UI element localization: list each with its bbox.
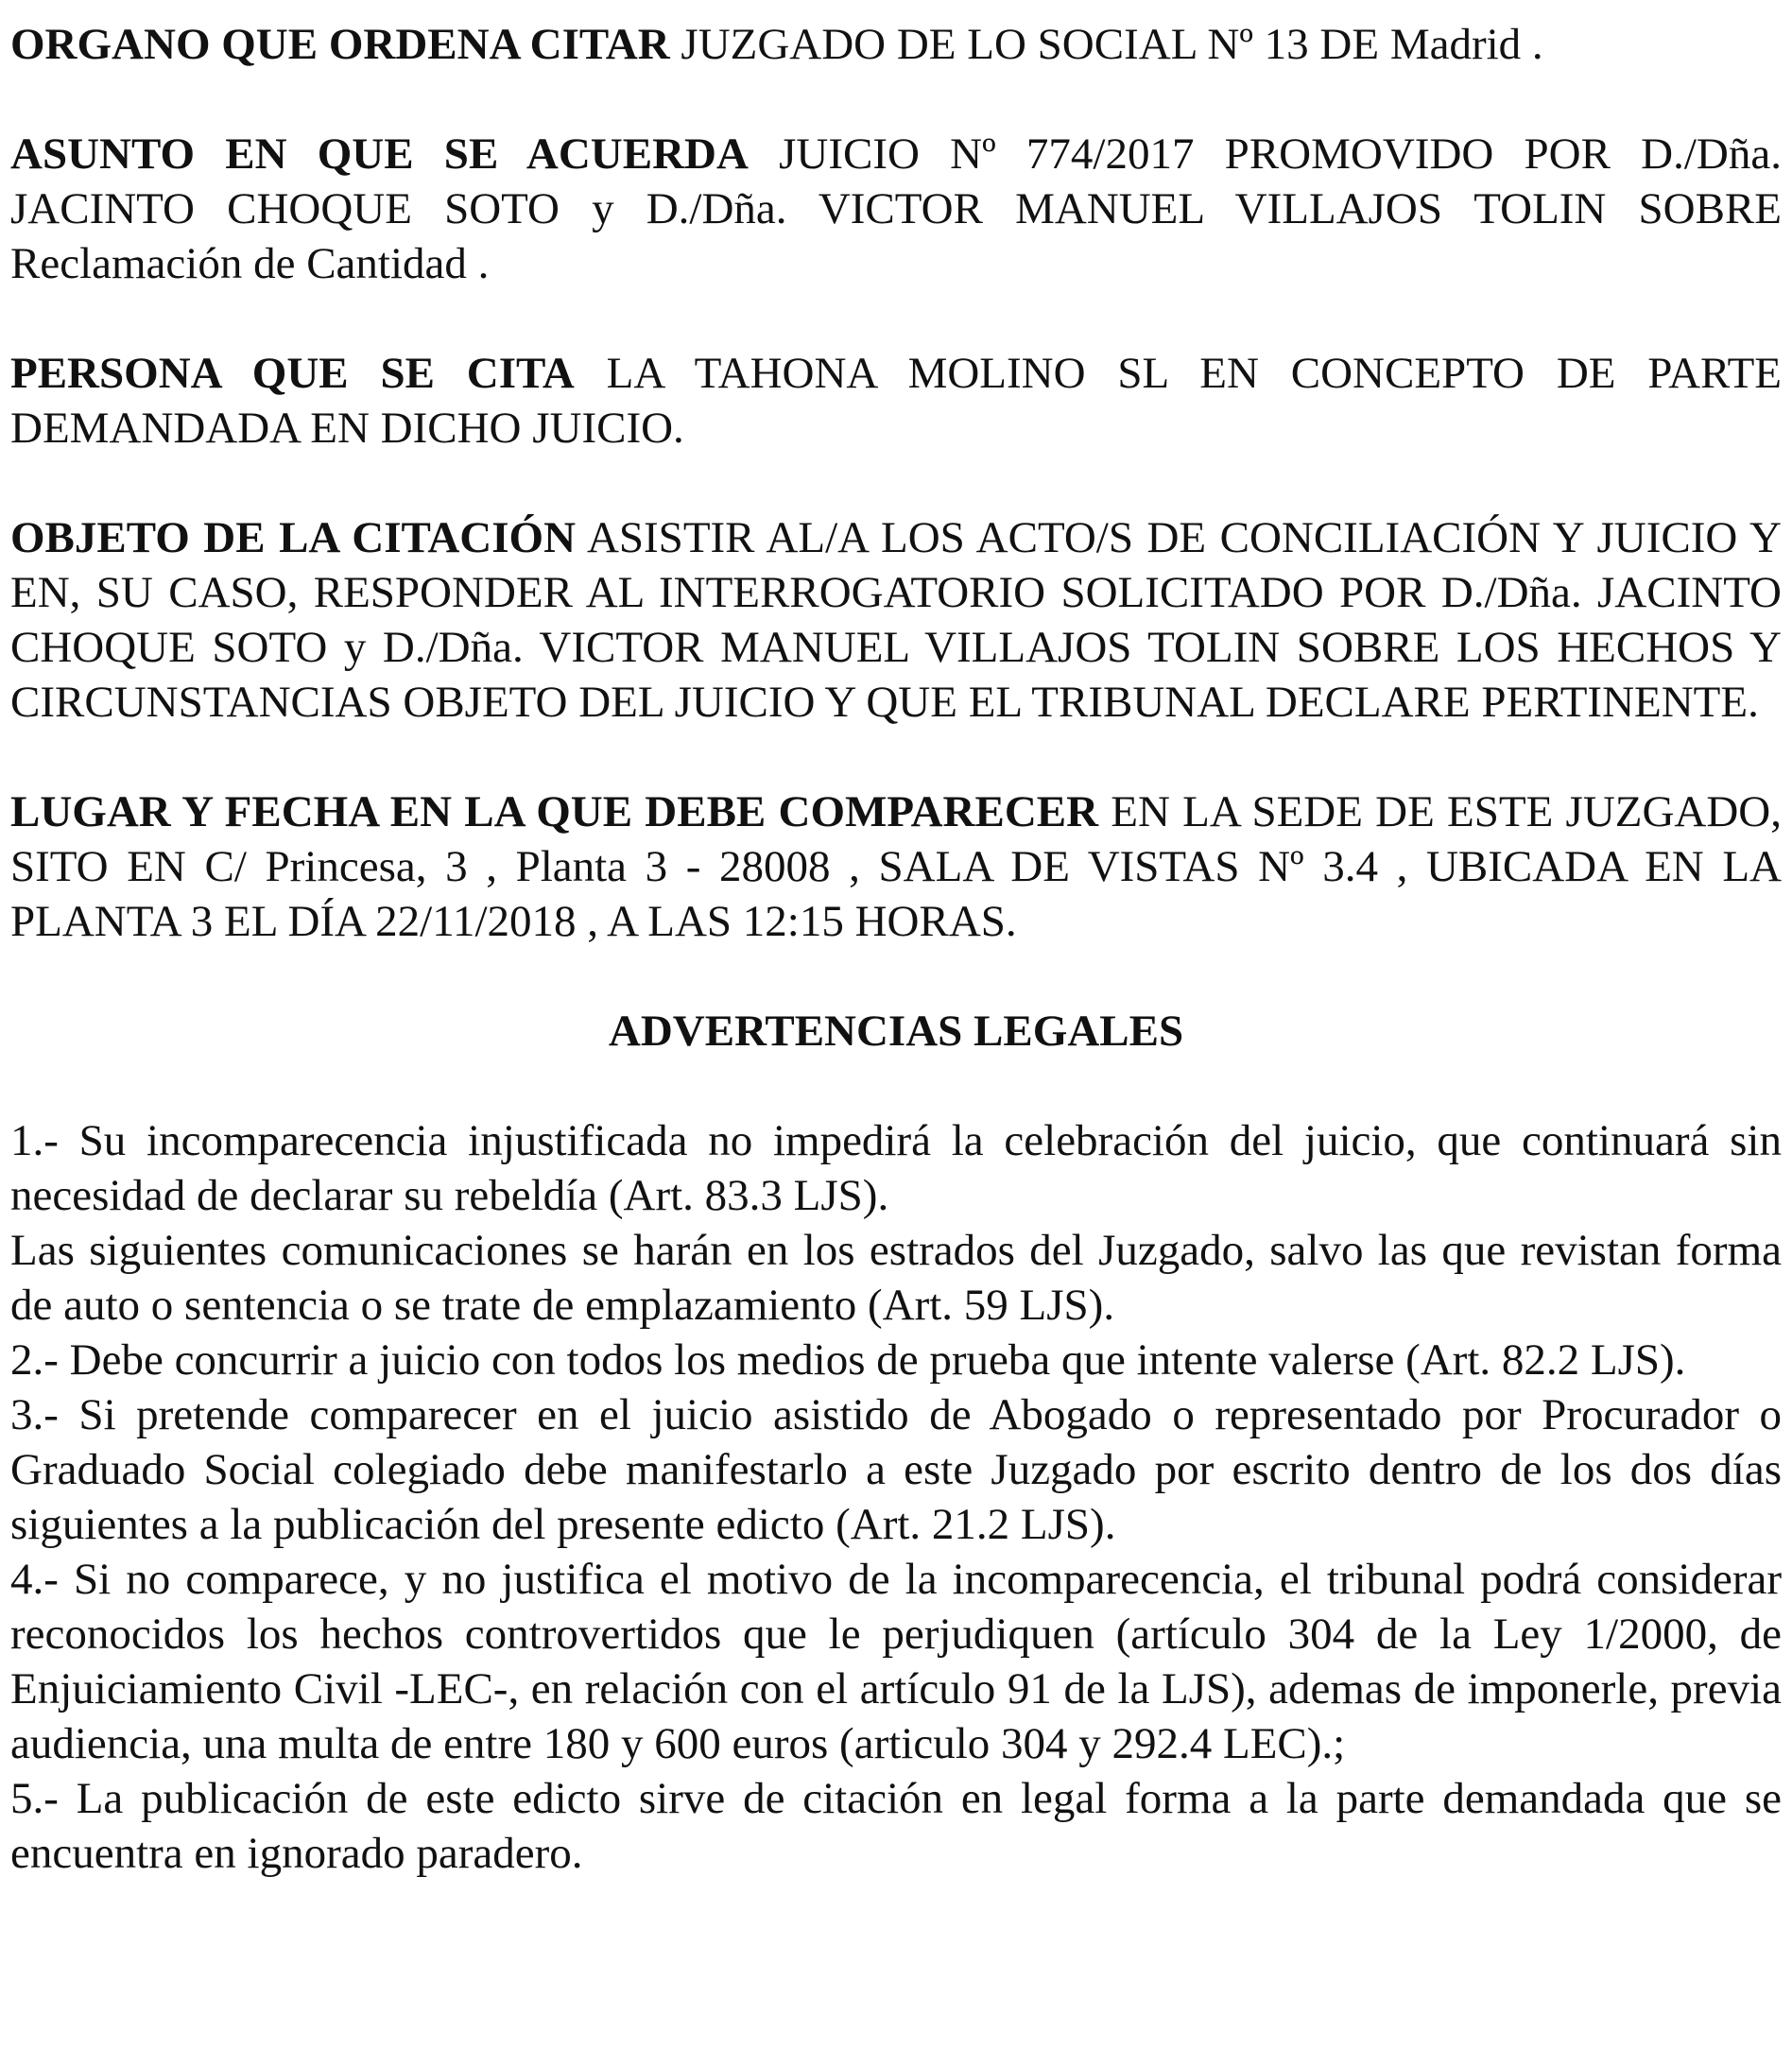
- organo-paragraph: [10, 17, 1782, 72]
- persona-label: PERSONA QUE SE CITA: [10, 349, 575, 398]
- organo-label: ORGANO QUE ORDENA CITAR: [10, 20, 670, 69]
- advertencia-item-3: 3.- Si pretende comparecer en el juicio asistido de Abogado o representado por Procurador o Graduado Social colegiado debe manifestarlo a este Juzgado por escrito dentro de los dos días siguientes a la publicación del presente edicto (Art. 21.2 LJS).: [10, 1390, 1782, 1549]
- asunto-paragraph: [10, 127, 1782, 291]
- advertencia-item-comunicaciones: Las siguientes comunicaciones se harán en los estrados del Juzgado, salvo las que revistan forma de auto o sentencia o se trate de emplazamiento (Art. 59 LJS).: [10, 1226, 1782, 1330]
- persona-paragraph: [10, 346, 1782, 456]
- advertencia-item-5: 5.- La publicación de este edicto sirve de citación en legal forma a la parte demandada que se encuentra en ignorado paradero.: [10, 1774, 1782, 1878]
- advertencia-item-4: 4.- Si no comparece, y no justifica el motivo de la incomparecencia, el tribunal podrá considerar reconocidos los hechos controvertidos que le perjudiquen (artículo 304 de la Ley 1/2000, de Enjuiciamiento Civil -LEC-, en relación con el artículo 91 de la LJS), ademas de imponerle, previa audiencia, una multa de entre 180 y 600 euros (articulo 304 y 292.4 LEC).;: [10, 1555, 1782, 1768]
- objeto-paragraph: [10, 510, 1782, 730]
- asunto-label: ASUNTO EN QUE SE ACUERDA: [10, 129, 749, 179]
- organo-text: JUZGADO DE LO SOCIAL Nº 13 DE Madrid .: [681, 20, 1543, 69]
- objeto-text: ASISTIR AL/A LOS ACTO/S DE CONCILIACIÓN Y JUICIO Y EN, SU CASO, RESPONDER AL INTERROGATORIO SOLICITADO POR D./Dña. JACINTO CHOQUE SOTO y D./Dña. VICTOR MANUEL VILLAJOS TOLIN SOBRE LOS HECHOS Y CIRCUNSTANCIAS OBJETO DEL JUICIO Y QUE EL TRIBUNAL DECLARE PERTINENTE.: [10, 513, 1782, 727]
- objeto-label: OBJETO DE LA CITACIÓN: [10, 513, 577, 562]
- lugar-paragraph: [10, 784, 1782, 949]
- lugar-text: EN LA SEDE DE ESTE JUZGADO, SITO EN C/ Princesa, 3 , Planta 3 - 28008 , SALA DE VISTAS Nº 3.4 , UBICADA EN LA PLANTA 3 EL DÍA 22/11/2018 , A LAS 12:15 HORAS.: [10, 787, 1782, 946]
- advertencias-heading: ADVERTENCIAS LEGALES: [608, 1007, 1184, 1056]
- advertencia-item-1: 1.- Su incomparecencia injustificada no impedirá la celebración del juicio, que continuará sin necesidad de declarar su rebeldía (Art. 83.3 LJS).: [10, 1116, 1782, 1220]
- asunto-text: JUICIO Nº 774/2017 PROMOVIDO POR D./Dña. JACINTO CHOQUE SOTO y D./Dña. VICTOR MANUEL VILLAJOS TOLIN SOBRE Reclamación de Cantidad .: [10, 129, 1782, 288]
- lugar-label: LUGAR Y FECHA EN LA QUE DEBE COMPARECER: [10, 787, 1099, 836]
- document-page: [10, 17, 1782, 1881]
- advertencia-item-2: 2.- Debe concurrir a juicio con todos los medios de prueba que intente valerse (Art. 82.2 LJS).: [10, 1335, 1686, 1385]
- persona-text: LA TAHONA MOLINO SL EN CONCEPTO DE PARTE DEMANDADA EN DICHO JUICIO.: [10, 349, 1783, 453]
